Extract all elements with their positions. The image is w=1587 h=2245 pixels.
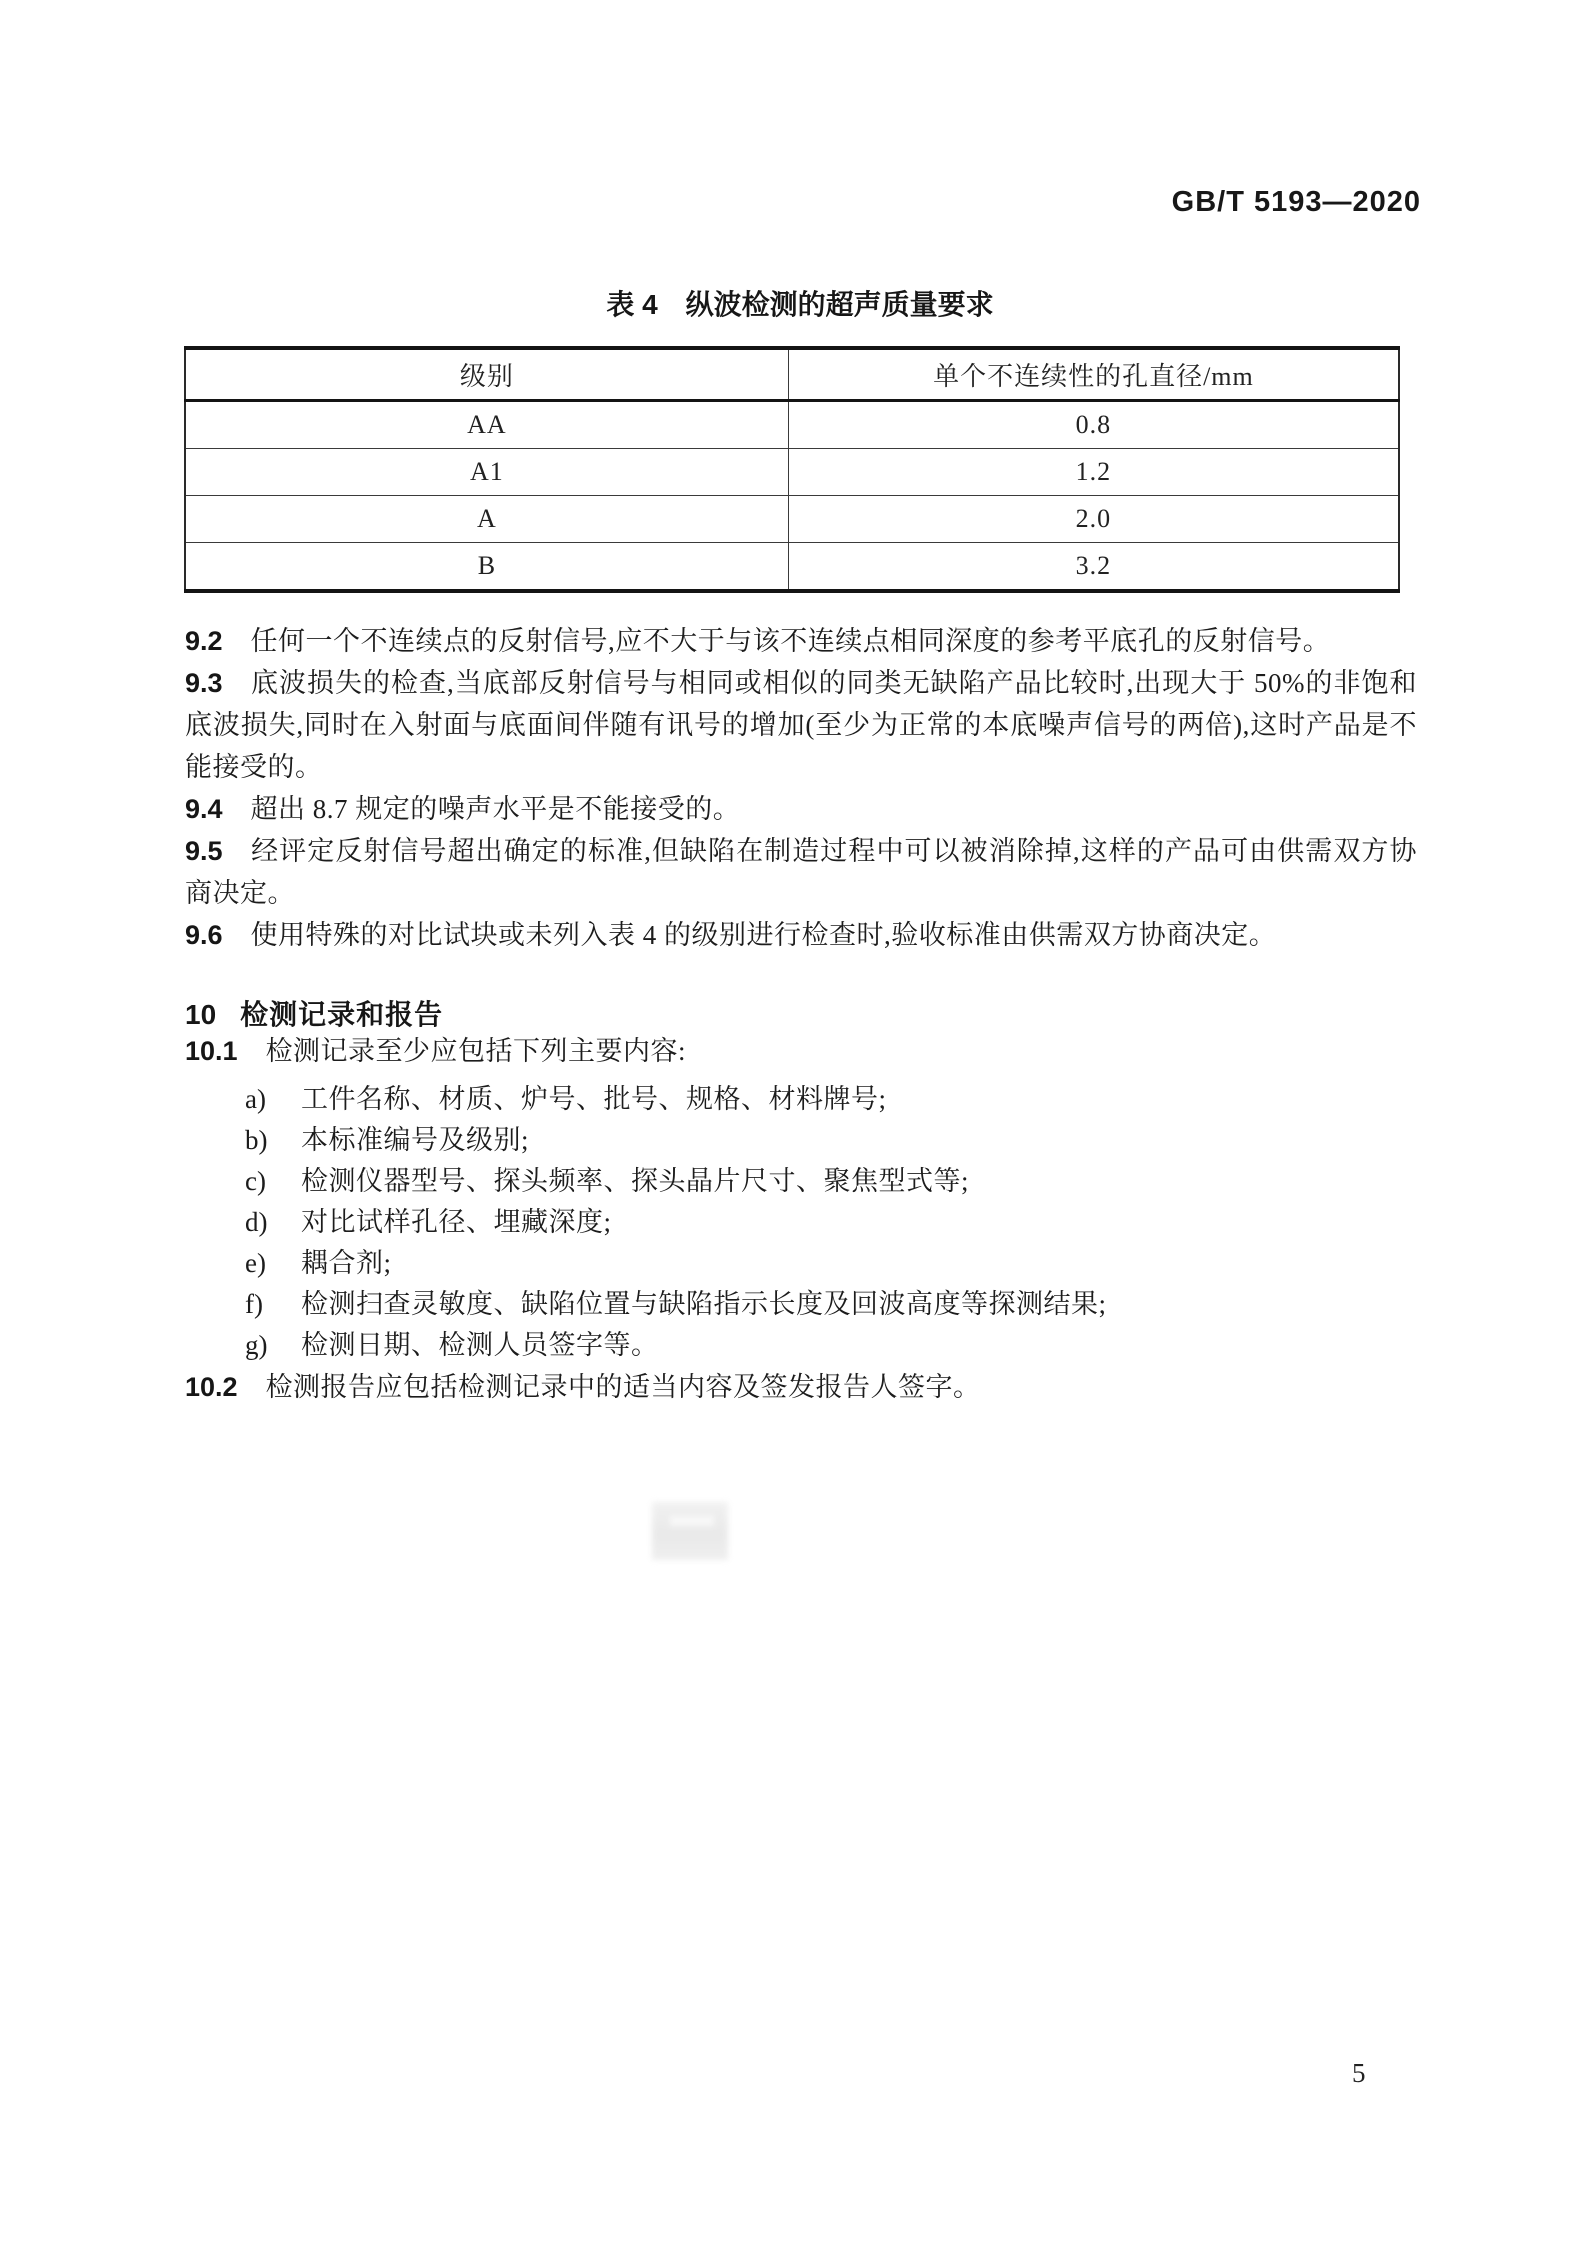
table-row [185, 496, 1399, 543]
grade-cell: AA [185, 401, 788, 449]
list-marker: b) [245, 1125, 268, 1155]
clause-paragraph [185, 1030, 1417, 1072]
clause-text: 使用特殊的对比试块或未列入表 4 的级别进行检查时,验收标准由供需双方协商决定。 [250, 920, 1277, 950]
table-header-row [185, 348, 1399, 401]
clause-paragraph [185, 620, 1417, 662]
list-item [185, 1079, 1417, 1120]
diameter-cell: 0.8 [788, 401, 1399, 449]
clause-number: 9.4 [185, 794, 223, 824]
list-text: 检测扫查灵敏度、缺陷位置与缺陷指示长度及回波高度等探测结果; [301, 1289, 1107, 1319]
table-header-grade: 级别 [185, 348, 788, 401]
diameter-cell: 2.0 [788, 496, 1399, 543]
grade-cell: B [185, 543, 788, 592]
list-item [185, 1243, 1417, 1284]
table-title: 表 4 纵波检测的超声质量要求 [606, 289, 994, 320]
clause-text: 检测报告应包括检测记录中的适当内容及签发报告人签字。 [265, 1372, 981, 1402]
list-text: 工件名称、材质、炉号、批号、规格、材料牌号; [301, 1084, 887, 1114]
list-marker: d) [245, 1207, 268, 1237]
scan-smudge [652, 1502, 728, 1560]
clause-number: 9.3 [185, 668, 223, 698]
grade-cell: A [185, 496, 788, 543]
clause-text: 底波损失的检查,当底部反射信号与相同或相似的同类无缺陷产品比较时,出现大于 50%的非饱和底波损失,同时在入射面与底面间伴随有讯号的增加(至少为正常的本底噪声信号的两倍),这时产品是不能接受的。 [185, 668, 1417, 782]
page-number: 5 [1352, 2058, 1366, 2088]
diameter-cell: 3.2 [788, 543, 1399, 592]
list-text: 耦合剂; [301, 1248, 392, 1278]
list-item [185, 1284, 1417, 1325]
section-number: 10 [185, 999, 217, 1030]
table-header-diameter: 单个不连续性的孔直径/mm [788, 348, 1399, 401]
clause-number: 9.5 [185, 836, 223, 866]
list-text: 检测日期、检测人员签字等。 [301, 1330, 659, 1360]
list-item [185, 1202, 1417, 1243]
section-title: 检测记录和报告 [240, 999, 444, 1030]
content-list [185, 1079, 1417, 1366]
list-text: 检测仪器型号、探头频率、探头晶片尺寸、聚焦型式等; [301, 1166, 970, 1196]
list-marker: c) [245, 1166, 266, 1196]
clause-text: 超出 8.7 规定的噪声水平是不能接受的。 [250, 794, 741, 824]
clause-text: 经评定反射信号超出确定的标准,但缺陷在制造过程中可以被消除掉,这样的产品可由供需双方协商决定。 [185, 836, 1417, 908]
list-item [185, 1325, 1417, 1366]
clause-paragraph [185, 1366, 1417, 1408]
clause-number: 9.2 [185, 626, 223, 656]
list-marker: a) [245, 1084, 266, 1114]
diameter-cell: 1.2 [788, 449, 1399, 496]
list-marker: e) [245, 1248, 266, 1278]
quality-requirements-table [184, 346, 1400, 593]
section-heading [185, 1000, 1417, 1030]
table-row [185, 543, 1399, 592]
clause-paragraph [185, 788, 1417, 830]
standard-code: GB/T 5193—2020 [1171, 186, 1421, 218]
clause-paragraph [185, 662, 1417, 788]
clause-text: 检测记录至少应包括下列主要内容: [265, 1036, 687, 1066]
list-item [185, 1161, 1417, 1202]
clause-text: 任何一个不连续点的反射信号,应不大于与该不连续点相同深度的参考平底孔的反射信号。 [250, 626, 1331, 656]
body-text-column [185, 620, 1417, 1408]
table-row [185, 401, 1399, 449]
grade-cell: A1 [185, 449, 788, 496]
clause-number: 9.6 [185, 920, 223, 950]
clause-paragraph [185, 914, 1417, 956]
clause-number: 10.2 [185, 1372, 238, 1402]
clause-number: 10.1 [185, 1036, 238, 1066]
list-marker: g) [245, 1330, 268, 1360]
list-marker: f) [245, 1289, 263, 1319]
list-text: 本标准编号及级别; [301, 1125, 530, 1155]
list-text: 对比试样孔径、埋藏深度; [301, 1207, 612, 1237]
clause-paragraph [185, 830, 1417, 914]
list-item [185, 1120, 1417, 1161]
table-row [185, 449, 1399, 496]
